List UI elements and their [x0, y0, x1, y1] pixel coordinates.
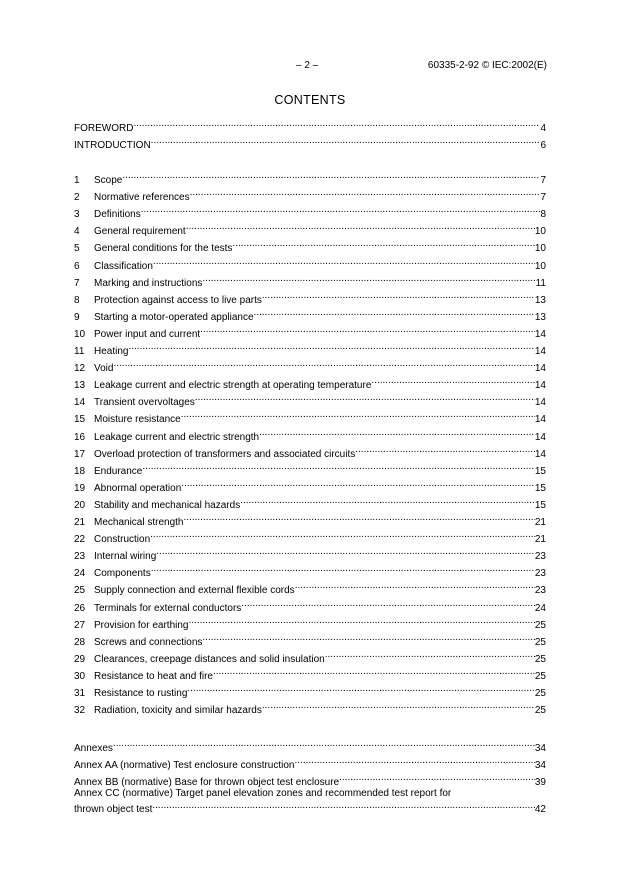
toc-entry-page: 13 — [534, 295, 546, 306]
toc-entry[interactable] — [74, 391, 546, 408]
toc-entry[interactable] — [74, 169, 546, 186]
toc-entry-page: 25 — [534, 705, 546, 716]
dot-leader — [181, 477, 535, 491]
dot-leader — [151, 134, 541, 148]
toc-entry-page: 14 — [534, 363, 546, 374]
toc-entry-number: 31 — [74, 688, 86, 699]
toc-entry[interactable] — [74, 134, 546, 151]
toc-entry-label: Leakage current and electric strength — [94, 432, 260, 443]
toc-entry-label: Moisture resistance — [94, 414, 181, 425]
toc-entry-page: 10 — [534, 226, 546, 237]
toc-entry[interactable] — [74, 255, 546, 272]
dot-leader — [150, 528, 535, 542]
dot-leader — [325, 648, 535, 662]
dot-leader — [259, 426, 535, 440]
toc-entry[interactable] — [74, 511, 546, 528]
toc-entry[interactable] — [74, 203, 546, 220]
toc-entry-number: 11 — [74, 346, 85, 357]
toc-entry-number: 26 — [74, 603, 86, 614]
toc-entry-page: 14 — [534, 414, 546, 425]
toc-entry-page: 10 — [534, 243, 546, 254]
toc-entry-page: 25 — [534, 688, 546, 699]
toc-entry-label: Components — [94, 568, 151, 579]
dot-leader — [151, 562, 535, 576]
toc-entry[interactable] — [74, 771, 546, 788]
toc-entry-label: Internal wiring — [94, 551, 157, 562]
toc-entry-page: 15 — [534, 500, 546, 511]
document-reference: 60335-2-92 © IEC:2002(E) — [427, 60, 547, 71]
dot-leader — [186, 220, 535, 234]
dot-leader — [195, 391, 535, 405]
dot-leader — [295, 579, 535, 593]
toc-entry[interactable] — [74, 272, 546, 289]
toc-entry-number: 7 — [74, 278, 80, 289]
toc-entry-number: 3 — [74, 209, 80, 220]
toc-entry-label: Terminals for external conductors — [94, 603, 242, 614]
toc-entry-number: 32 — [74, 705, 86, 716]
toc-entry-page: 25 — [534, 654, 546, 665]
toc-entry-page: 23 — [534, 568, 546, 579]
toc-entry[interactable] — [74, 494, 546, 511]
toc-entry[interactable] — [74, 597, 546, 614]
toc-entry-label: Protection against access to live parts — [94, 295, 262, 306]
toc-entry-number: 27 — [74, 620, 86, 631]
toc-entry-label: Annexes — [74, 743, 113, 754]
toc-entry-annex-cc[interactable] — [74, 788, 546, 816]
dot-leader — [371, 374, 534, 388]
dot-leader — [181, 408, 535, 422]
toc-entry-page: 14 — [534, 346, 546, 357]
toc-entry[interactable] — [74, 117, 546, 134]
toc-entry-page: 11 — [535, 278, 546, 289]
dot-leader — [142, 460, 535, 474]
toc-entry-label: Normative references — [94, 192, 190, 203]
toc-entry-label: Annex CC (normative) Target panel elevation zones and recommended test report for — [74, 788, 452, 799]
dot-leader — [240, 494, 535, 508]
toc-entry-label: Classification — [94, 261, 153, 272]
toc-entry-page: 21 — [534, 517, 546, 528]
dot-leader — [232, 237, 534, 251]
toc-entry-label: General requirement — [94, 226, 186, 237]
toc-entry[interactable] — [74, 408, 546, 425]
toc-entry-page: 14 — [534, 432, 546, 443]
toc-entry-page: 39 — [534, 777, 546, 788]
toc-entry-label: Definitions — [94, 209, 141, 220]
toc-entry-number: 9 — [74, 312, 80, 323]
toc-entry-number: 10 — [74, 329, 86, 340]
toc-entry[interactable] — [74, 186, 546, 203]
toc-entry-label: Screws and connections — [94, 637, 203, 648]
dot-leader — [113, 737, 535, 751]
toc-entry-label: Transient overvoltages — [94, 397, 195, 408]
toc-entry-number: 23 — [74, 551, 86, 562]
dot-leader — [113, 357, 534, 371]
toc-entry-label: FOREWORD — [74, 123, 134, 134]
toc-entry-page: 24 — [534, 603, 546, 614]
toc-entry-page: 34 — [534, 743, 546, 754]
dot-leader — [187, 682, 534, 696]
toc-entry-page: 14 — [534, 397, 546, 408]
toc-entry[interactable] — [74, 460, 546, 477]
toc-entry[interactable] — [74, 340, 546, 357]
toc-entry-number: 25 — [74, 585, 86, 596]
dot-leader — [339, 771, 535, 785]
toc-entry[interactable] — [74, 579, 546, 596]
toc-entry-page: 42 — [534, 804, 546, 815]
toc-entry-label: Resistance to rusting — [94, 688, 188, 699]
toc-entry-number: 20 — [74, 500, 86, 511]
toc-entry[interactable] — [74, 682, 546, 699]
toc-entry-number: 18 — [74, 466, 86, 477]
page-header — [0, 60, 620, 74]
toc-entry-page: 23 — [534, 585, 546, 596]
toc-entry-label: Construction — [94, 534, 151, 545]
toc-entry-label: Power input and current — [94, 329, 201, 340]
toc-entry-label: Leakage current and electric strength at operating temperature — [94, 380, 372, 391]
toc-entry-label: Overload protection of transformers and associated circuits — [94, 449, 356, 460]
dot-leader — [355, 443, 535, 457]
dot-leader — [202, 631, 534, 645]
toc-entry-number: 16 — [74, 432, 86, 443]
toc-entry-label: Marking and instructions — [94, 278, 203, 289]
toc-entry-number: 21 — [74, 517, 86, 528]
dot-leader — [133, 117, 540, 131]
dot-leader — [294, 754, 534, 768]
dot-leader — [262, 699, 535, 713]
toc-entry-number: 28 — [74, 637, 86, 648]
toc-entry-number: 13 — [74, 380, 86, 391]
toc-entry-label: Scope — [94, 175, 123, 186]
toc-entry[interactable] — [74, 631, 546, 648]
toc-entry-number: 30 — [74, 671, 86, 682]
toc-entry-number: 2 — [74, 192, 80, 203]
toc-entry-page: 8 — [540, 209, 546, 220]
toc-entry-number: 24 — [74, 568, 86, 579]
toc-entry[interactable] — [74, 754, 546, 771]
toc-entry-number: 12 — [74, 363, 86, 374]
dot-leader — [156, 545, 535, 559]
toc-entry-label: Starting a motor-operated appliance — [94, 312, 254, 323]
toc-entry-number: 8 — [74, 295, 80, 306]
toc-entry[interactable] — [74, 306, 546, 323]
toc-entry-label: Heating — [94, 346, 129, 357]
toc-entry-label: INTRODUCTION — [74, 140, 151, 151]
dot-leader — [184, 511, 535, 525]
toc-entry-label: Resistance to heat and fire — [94, 671, 213, 682]
toc-entry-page: 10 — [534, 261, 546, 272]
toc-entry-label: Abnormal operation — [94, 483, 182, 494]
toc-entry[interactable] — [74, 289, 546, 306]
toc-entry-page: 4 — [540, 123, 546, 134]
page-number: – 2 – — [296, 60, 319, 71]
toc-entry-page: 25 — [534, 620, 546, 631]
toc-entry-number: 4 — [74, 226, 80, 237]
dot-leader — [190, 186, 541, 200]
toc-entry[interactable] — [74, 737, 546, 754]
dot-leader — [189, 614, 535, 628]
toc-entry-page: 15 — [534, 483, 546, 494]
toc-entry[interactable] — [74, 528, 546, 545]
toc-entry-page: 34 — [534, 760, 546, 771]
toc-entry[interactable] — [74, 648, 546, 665]
dot-leader — [241, 597, 535, 611]
dot-leader — [213, 665, 535, 679]
toc-entry-label: Clearances, creepage distances and solid insulation — [94, 654, 325, 665]
toc-entry-page: 14 — [534, 449, 546, 460]
toc-entry-number: 6 — [74, 261, 80, 272]
toc-entry-label: Annex BB (normative) Base for thrown object test enclosure — [74, 777, 340, 788]
toc-entry[interactable] — [74, 545, 546, 562]
toc-entry-number: 29 — [74, 654, 86, 665]
dot-leader — [202, 272, 535, 286]
dot-leader — [153, 255, 535, 269]
toc-entry-label: Endurance — [94, 466, 143, 477]
toc-entry-page: 14 — [534, 380, 546, 391]
toc-entry-page: 7 — [540, 192, 546, 203]
dot-leader — [254, 306, 535, 320]
toc-entry-page: 23 — [534, 551, 546, 562]
toc-entry-page: 14 — [534, 329, 546, 340]
dot-leader — [122, 169, 540, 183]
toc-entry-number: 22 — [74, 534, 86, 545]
toc-entry[interactable] — [74, 323, 546, 340]
toc-entry[interactable] — [74, 614, 546, 631]
toc-entry-label: Supply connection and external flexible cords — [94, 585, 295, 596]
toc-entry-page: 7 — [540, 175, 546, 186]
toc-entry-label-continued: thrown object test — [74, 804, 153, 815]
dot-leader — [262, 289, 535, 303]
toc-entry-page: 21 — [534, 534, 546, 545]
toc-entry[interactable] — [74, 357, 546, 374]
toc-entry-label: Provision for earthing — [94, 620, 189, 631]
toc-entry[interactable] — [74, 665, 546, 682]
page-title: CONTENTS — [274, 93, 346, 107]
toc-entry-label: Void — [94, 363, 114, 374]
toc-entry-label: Annex AA (normative) Test enclosure construction — [74, 760, 295, 771]
dot-leader — [141, 203, 541, 217]
toc-entry-label: General conditions for the tests — [94, 243, 233, 254]
toc-entry[interactable] — [74, 477, 546, 494]
toc-entry-number: 19 — [74, 483, 86, 494]
toc-entry[interactable] — [74, 562, 546, 579]
toc-entry-number: 15 — [74, 414, 86, 425]
toc-entry-number: 17 — [74, 449, 86, 460]
toc-entry-label: Stability and mechanical hazards — [94, 500, 241, 511]
toc-entry-number: 1 — [74, 175, 80, 186]
dot-leader — [152, 800, 535, 812]
toc-entry-number: 5 — [74, 243, 80, 254]
toc-entry-label: Mechanical strength — [94, 517, 184, 528]
toc-entry-page: 25 — [534, 637, 546, 648]
toc-entry-page: 13 — [534, 312, 546, 323]
toc-entry[interactable] — [74, 374, 546, 391]
dot-leader — [200, 323, 535, 337]
toc-entry-label: Radiation, toxicity and similar hazards — [94, 705, 262, 716]
toc-entry[interactable] — [74, 699, 546, 716]
toc-entry[interactable] — [74, 237, 546, 254]
toc-entry-number: 14 — [74, 397, 86, 408]
toc-entry-page: 15 — [534, 466, 546, 477]
toc-entry[interactable] — [74, 220, 546, 237]
toc-entry-page: 25 — [534, 671, 546, 682]
dot-leader — [128, 340, 534, 354]
toc-entry[interactable] — [74, 426, 546, 443]
toc-entry[interactable] — [74, 443, 546, 460]
toc-entry-page: 6 — [540, 140, 546, 151]
